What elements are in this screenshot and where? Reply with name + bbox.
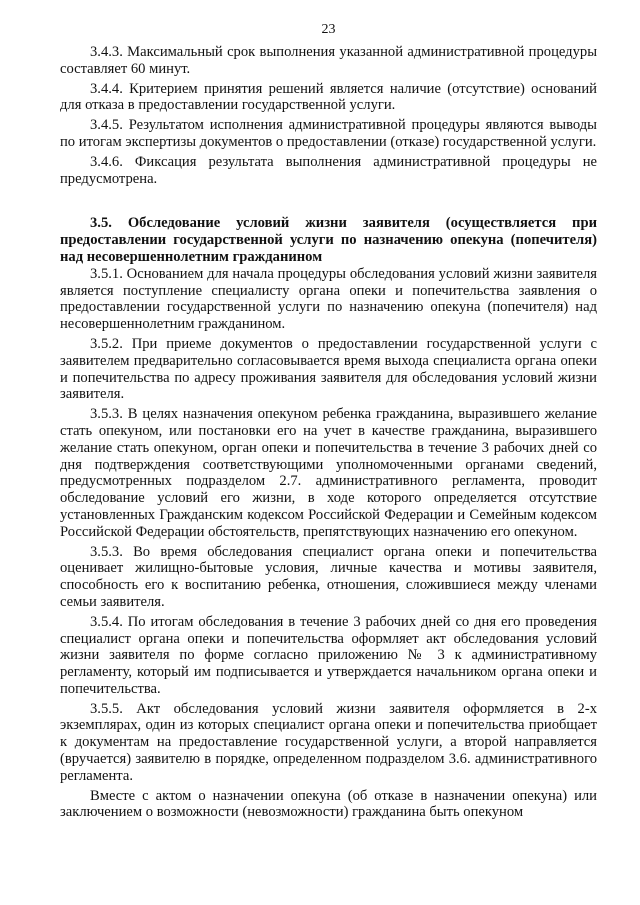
paragraph-3-4-5: 3.4.5. Результатом исполнения административной процедуры являются выводы по итогам экспертизы документов о предоставлении (отказе) государственной услуги. [60,117,597,150]
paragraph-3-4-3: 3.4.3. Максимальный срок выполнения указанной административной процедуры составляет 60 минут. [60,44,597,77]
paragraph-continuation: Вместе с актом о назначении опекуна (об отказе в назначении опекуна) или заключением о возможности (невозможности) гражданина быть опекуном [60,787,597,821]
page-number: 23 [321,22,336,37]
paragraph-3-5-4: 3.5.4. По итогам обследования в течение 3 рабочих дней со дня его проведения специалист органа опеки и попечительства оформляет акт обследования условий жизни заявителя по форме согласно приложению № 3 к административному регламенту, который им подписывается и утверждается начальником органа опеки и попечительства. [60,613,597,697]
paragraph-3-5-2: 3.5.2. При приеме документов о предоставлении государственной услуги с заявителем предварительно согласовывается время выхода специалиста органа опеки и попечительства по адресу проживания заявителя для обследования условий жизни заявителя. [60,335,597,403]
paragraph-3-5-3-b: 3.5.3. Во время обследования специалист органа опеки и попечительства оценивает жилищно-бытовые условия, личные качества и мотивы заявителя, способность его к воспитанию ребенка, отношения, сложившиеся между членами семьи заявителя. [60,543,597,610]
paragraph-3-4-6: 3.4.6. Фиксация результата выполнения административной процедуры не предусмотрена. [60,153,597,187]
paragraph-3-5-5: 3.5.5. Акт обследования условий жизни заявителя оформляется в 2-х экземплярах, один из которых специалист органа опеки и попечительства приобщает к документам на предоставление государственной услуги, а второй направляется (вручается) заявителю в порядке, определенном подразделом 3.6. административного регламента. [60,700,597,784]
document-page [60,22,597,821]
section-heading-3-5: 3.5. Обследование условий жизни заявителя (осуществляется при предоставлении государственной услуги по назначению опекуна (попечителя) над несовершеннолетним гражданином [60,215,597,265]
paragraph-3-4-4: 3.4.4. Критерием принятия решений является наличие (отсутствие) оснований для отказа в предоставлении государственной услуги. [60,80,597,114]
paragraph-3-5-1: 3.5.1. Основанием для начала процедуры обследования условий жизни заявителя является поступление специалисту органа опеки и попечительства заявления о предоставлении государственной услуги по назначению опекуна (попечителя) над несовершеннолетним гражданином. [60,265,597,333]
paragraph-3-5-3-a: 3.5.3. В целях назначения опекуном ребенка гражданина, выразившего желание стать опекуном, или постановки его на учет в качестве гражданина, выразившего желание стать опекуном, орган опеки и попечительства в течение 3 рабочих дней со дня подтверждения соответствующими уполномоченными органами сведений, предусмотренных подразделом 2.7. административного регламента, проводит обследование условий его жизни, в ходе которого определяется отсутствие установленных Гражданским кодексом Российской Федерации и Семейным кодексом Российской Федерации обстоятельств, препятствующих назначению его опекуном. [60,406,597,540]
